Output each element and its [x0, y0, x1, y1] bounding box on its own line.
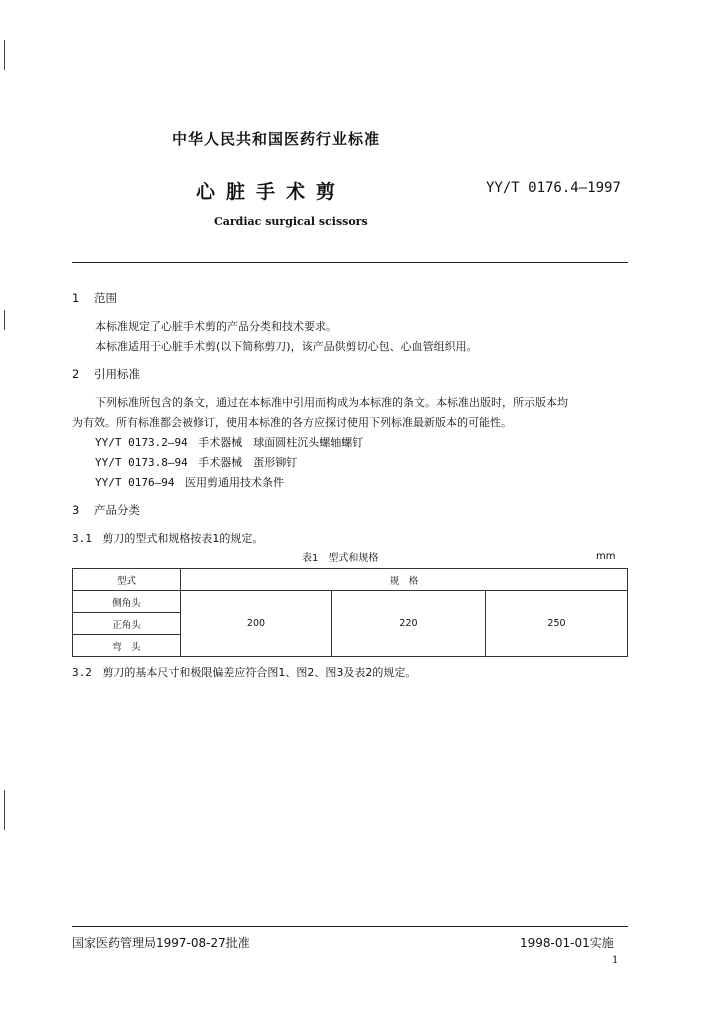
scan-edge-mark	[4, 790, 5, 830]
table-cell-spec: 200	[181, 591, 332, 657]
approval-statement: 国家医药管理局1997-08-27批准	[72, 936, 250, 950]
section-1-paragraph: 本标准规定了心脏手术剪的产品分类和技术要求。	[95, 320, 337, 333]
section-1-paragraph: 本标准适用于心脏手术剪(以下简称剪刀)，该产品供剪切心包、心血管组织用。	[95, 340, 478, 353]
section-1-heading	[72, 290, 117, 306]
page-number: 1	[612, 955, 619, 966]
reference-item	[95, 454, 297, 470]
table-cell-type: 弯 头	[73, 635, 181, 657]
table-header-spec: 规 格	[181, 569, 628, 591]
table-cell-spec: 250	[486, 591, 628, 657]
clause-3-2	[72, 664, 416, 680]
reference-item	[95, 434, 363, 450]
table-cell-spec: 220	[332, 591, 486, 657]
section-2-heading	[72, 366, 140, 382]
reference-title: 手术器械 球面圆柱沉头螺轴螺钉	[198, 436, 364, 449]
scan-edge-mark	[4, 310, 5, 330]
section-title: 范围	[93, 291, 117, 305]
clause-number: 3.1	[72, 532, 92, 545]
implementation-date: 1998-01-01实施	[520, 936, 614, 950]
spec-table	[72, 568, 628, 657]
clause-3-1	[72, 530, 263, 546]
table-unit: mm	[596, 551, 616, 562]
issuing-authority-header: 中华人民共和国医药行业标准	[172, 130, 381, 148]
section-2-paragraph: 为有效。所有标准都会被修订，使用本标准的各方应探讨使用下列标准最新版本的可能性。	[72, 416, 512, 429]
standard-number: YY/T 0176.4—1997	[486, 180, 621, 196]
table-cell-type: 正角头	[73, 613, 181, 635]
table-caption: 表1 型式和规格	[302, 553, 379, 564]
table-row	[73, 591, 628, 613]
table-cell-type: 侧角头	[73, 591, 181, 613]
scan-edge-mark	[4, 40, 5, 70]
header-divider	[72, 262, 628, 263]
clause-number: 3.2	[72, 666, 92, 679]
table-header-type: 型式	[73, 569, 181, 591]
document-title-en: Cardiac surgical scissors	[214, 215, 368, 228]
section-3-heading	[72, 502, 140, 518]
reference-item	[95, 474, 284, 490]
reference-title: 手术器械 蛋形铆钉	[198, 456, 298, 469]
document-title-cn: 心脏手术剪	[196, 181, 347, 203]
clause-text: 剪刀的型式和规格按表1的规定。	[102, 532, 264, 545]
reference-title: 医用剪通用技术条件	[184, 476, 284, 489]
section-number: 3	[72, 503, 80, 517]
section-2-paragraph: 下列标准所包含的条文，通过在本标准中引用而构成为本标准的条文。本标准出版时，所示版本均	[95, 396, 568, 409]
section-title: 引用标准	[93, 367, 140, 381]
section-title: 产品分类	[93, 503, 140, 517]
footer-divider	[72, 926, 628, 927]
reference-id: YY/T 0173.8—94	[95, 456, 188, 469]
reference-id: YY/T 0173.2—94	[95, 436, 188, 449]
section-number: 2	[72, 367, 80, 381]
clause-text: 剪刀的基本尺寸和极限偏差应符合图1、图2、图3及表2的规定。	[102, 666, 417, 679]
table-row	[73, 569, 628, 591]
reference-id: YY/T 0176—94	[95, 476, 175, 489]
section-number: 1	[72, 291, 80, 305]
